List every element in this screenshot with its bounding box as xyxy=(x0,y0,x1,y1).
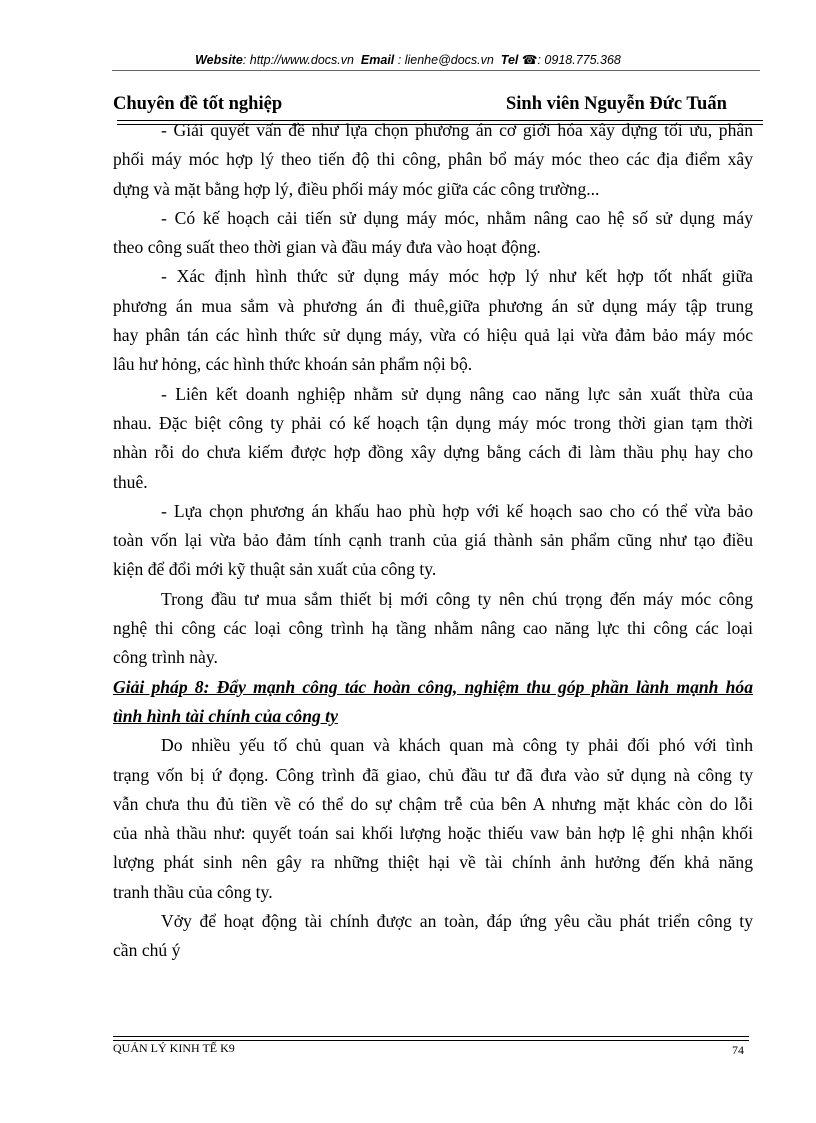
body-line: phương án mua sắm và phương án đi thuê,giữa phương án sử dụng máy tập trung xyxy=(113,295,753,316)
body-line: hay phân tán các hình thức sử dụng máy, vừa có hiệu quả lại vừa đảm bảo máy móc xyxy=(113,325,753,346)
body-line: - Có kế hoạch cải tiến sử dụng máy móc, nhằm nâng cao hệ số sử dụng máy xyxy=(161,207,753,228)
body-line: theo công suất theo thời gian và đầu máy đưa vào hoạt động. xyxy=(113,237,541,258)
header-rule xyxy=(117,124,763,125)
header-student-name: Sinh viên Nguyễn Đức Tuấn xyxy=(506,94,727,114)
body-line: phối máy móc hợp lý theo tiến độ thi công, phân bổ máy móc theo các địa điểm xây xyxy=(113,149,753,170)
website-label: Website xyxy=(195,53,243,67)
tel-value: : 0918.775.368 xyxy=(537,53,621,67)
website-header-rule xyxy=(112,70,760,71)
footer-course: QUẢN LÝ KINH TẾ K9 xyxy=(113,1041,235,1055)
header-document-type: Chuyên đề tốt nghiệp xyxy=(113,94,283,114)
website-url[interactable]: : http://www.docs.vn xyxy=(242,53,354,67)
section-heading: Giải pháp 8: Đẩy mạnh công tác hoàn công, nghiệm thu góp phần lành mạnh hóa xyxy=(113,676,753,697)
email-value[interactable]: : lienhe@docs.vn xyxy=(397,53,494,67)
body-line: nhau. Đặc biệt công ty phải có kế hoạch tận dụng máy móc trong thời gian tạm thời xyxy=(113,412,753,433)
body-line: lâu hư hỏng, các hình thức khoán sản phẩm nội bộ. xyxy=(113,354,473,375)
footer-rule xyxy=(113,1036,749,1037)
body-line: thuê. xyxy=(113,471,148,492)
body-line: nghệ thi công các loại công trình hạ tầng nhằm nâng cao năng lực thi công các loại xyxy=(113,618,753,639)
body-line: tranh thầu của công ty. xyxy=(113,881,273,902)
body-line: Vởy để hoạt động tài chính được an toàn, đáp ứng yêu cầu phát triển công ty xyxy=(161,911,753,932)
page-number: 74 xyxy=(732,1043,744,1057)
body-line: trạng vốn bị ứ đọng. Công trình đã giao, chủ đầu tư đã đưa vào sử dụng nà công ty xyxy=(113,764,753,785)
body-line: Trong đầu tư mua sắm thiết bị mới công ty nên chú trọng đến máy móc công xyxy=(161,588,753,609)
body-line: - Xác định hình thức sử dụng máy móc hợp lý như kết hợp tốt nhất giữa xyxy=(161,266,753,287)
body-line: vẫn chưa thu đủ tiền về có thể do sự chậm trễ của bên A nhưng mặt khác còn do lỗi xyxy=(113,793,753,814)
body-line: - Giải quyết vấn đề như lựa chọn phương án cơ giới hóa xây dựng tối ưu, phân xyxy=(161,120,753,140)
body-line: của nhà thầu như: quyết toán sai khối lượng hoặc thiếu vaw bản hợp lệ ghi nhận khối xyxy=(113,823,753,844)
phone-icon: ☎ xyxy=(521,53,538,67)
body-line: kiện để đổi mới kỹ thuật sản xuất của công ty. xyxy=(113,559,437,580)
tel-label: Tel xyxy=(500,53,519,67)
body-line: toàn vốn lại vừa bảo đảm tính cạnh tranh của giá thành sản phẩm cũng như tạo điều xyxy=(113,530,753,551)
website-header xyxy=(0,52,816,67)
body-line: nhàn rỗi do chưa kiếm được hợp đồng xây dựng bằng cách đi làm thầu phụ hay cho xyxy=(113,442,753,463)
body-line: lượng phát sinh nên gây ra những thiệt hại về tài chính ảnh hưởng đến khả năng xyxy=(113,852,753,873)
body-line: Do nhiều yếu tố chủ quan và khách quan mà công ty phải đối phó với tình xyxy=(161,735,753,756)
document-body xyxy=(113,116,753,966)
email-label: Email xyxy=(360,53,395,67)
body-line: dựng và mặt bằng hợp lý, điều phối máy móc giữa các công trường... xyxy=(113,178,600,199)
body-line: công trình này. xyxy=(113,647,218,668)
section-heading: tình hình tài chính của công ty xyxy=(113,705,338,726)
body-line: cần chú ý xyxy=(113,940,181,961)
header-rule xyxy=(117,120,763,121)
body-line: - Lựa chọn phương án khấu hao phù hợp với kế hoạch sao cho có thể vừa bảo xyxy=(161,500,753,521)
body-line: - Liên kết doanh nghiệp nhằm sử dụng nâng cao năng lực sản xuất thừa của xyxy=(161,383,753,404)
